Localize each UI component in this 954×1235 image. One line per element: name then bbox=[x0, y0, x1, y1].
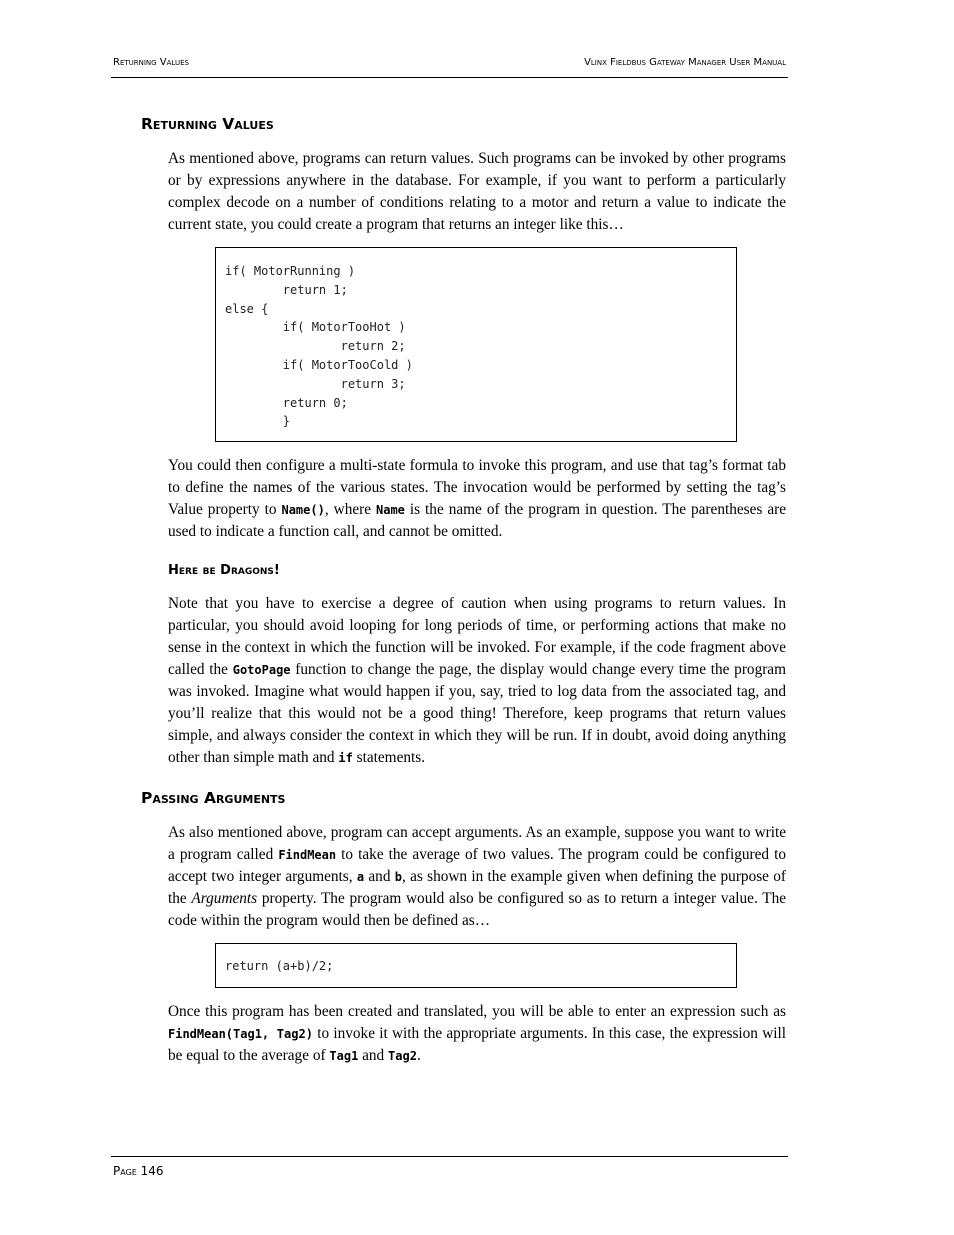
subsection-heading-dragons: Here be Dragons! bbox=[168, 563, 280, 578]
header-section-title: Returning Values bbox=[113, 57, 189, 68]
code-line: return 1; bbox=[225, 282, 348, 297]
page-header bbox=[111, 55, 788, 78]
inline-code: if bbox=[338, 751, 353, 765]
code-line: return 0; bbox=[225, 395, 348, 410]
code-line: return 3; bbox=[225, 376, 406, 391]
inline-code: Name() bbox=[281, 503, 325, 517]
invocation-paragraph: You could then configure a multi-state formula to invoke this program, and use that tag’s format tab to define the names of the various states. The invocation would be performed by setting the tag’s Value property to Name(), where Name is the name of the program in question. The parentheses are used to indicate a function call, and cannot be omitted. bbox=[168, 457, 786, 540]
inline-code: b bbox=[394, 870, 402, 884]
intro-paragraph: As mentioned above, programs can return values. Such programs can be invoked by other programs or by expressions anywhere in the database. For example, if you want to perform a particularly complex decode on a number of conditions relating to a motor and return a value to indicate the current state, you could create a program that returns an integer like this… bbox=[168, 150, 786, 233]
inline-code: FindMean bbox=[278, 848, 337, 862]
inline-code: Tag1 bbox=[329, 1049, 359, 1063]
code-line: } bbox=[225, 414, 291, 429]
code-line: else { bbox=[225, 301, 269, 316]
section-heading-returning-values: Returning Values bbox=[141, 115, 274, 133]
header-manual-title: Vlinx Fieldbus Gateway Manager User Manual bbox=[584, 57, 786, 68]
inline-code: GotoPage bbox=[232, 663, 291, 677]
code-block-find-mean bbox=[215, 943, 737, 988]
expression-paragraph: Once this program has been created and translated, you will be able to enter an expression such as FindMean(Tag1, Tag2) to invoke it with the appropriate arguments. In this case, the expression will be equal to the average of Tag1 and Tag2. bbox=[168, 1003, 786, 1064]
caution-paragraph: Note that you have to exercise a degree of caution when using programs to return values. In particular, you should avoid looping for long periods of time, or performing actions that make no sense in the context in which the function will be invoked. For example, if the code fragment above called the GotoPage function to change the page, the display would change every time the program was invoked. Imagine what would happen if you, say, tried to log data from the associated tag, and you’ll realize that this would not be a good thing! Therefore, keep programs that return values simple, and always consider the context in which they will be run. If in doubt, avoid doing anything other than simple math and if statements. bbox=[168, 595, 786, 766]
page-number: Page 146 bbox=[113, 1164, 164, 1178]
code-line: if( MotorTooCold ) bbox=[225, 357, 413, 372]
code-line: if( MotorRunning ) bbox=[225, 264, 356, 278]
inline-code: a bbox=[356, 870, 365, 884]
inline-code: FindMean(Tag1, Tag2) bbox=[168, 1027, 313, 1041]
code-line: return (a+b)/2; bbox=[225, 959, 334, 973]
page-footer bbox=[111, 1156, 788, 1178]
inline-code: Tag2 bbox=[388, 1049, 417, 1063]
section-heading-passing-arguments: Passing Arguments bbox=[141, 789, 286, 807]
italic-term: Arguments bbox=[191, 890, 258, 907]
code-line: return 2; bbox=[225, 339, 406, 354]
inline-code: Name bbox=[376, 503, 405, 517]
code-line: if( MotorTooHot ) bbox=[225, 320, 406, 335]
code-block-return-values bbox=[215, 247, 737, 442]
arguments-paragraph: As also mentioned above, program can accept arguments. As an example, suppose you want to write a program called FindMean to take the average of two values. The program could be configured to accept two integer arguments, a and b, as shown in the example given when defining the purpose of the Arguments property. The program would also be configured so as to return a integer value. The code within the program would then be defined as… bbox=[168, 824, 787, 929]
